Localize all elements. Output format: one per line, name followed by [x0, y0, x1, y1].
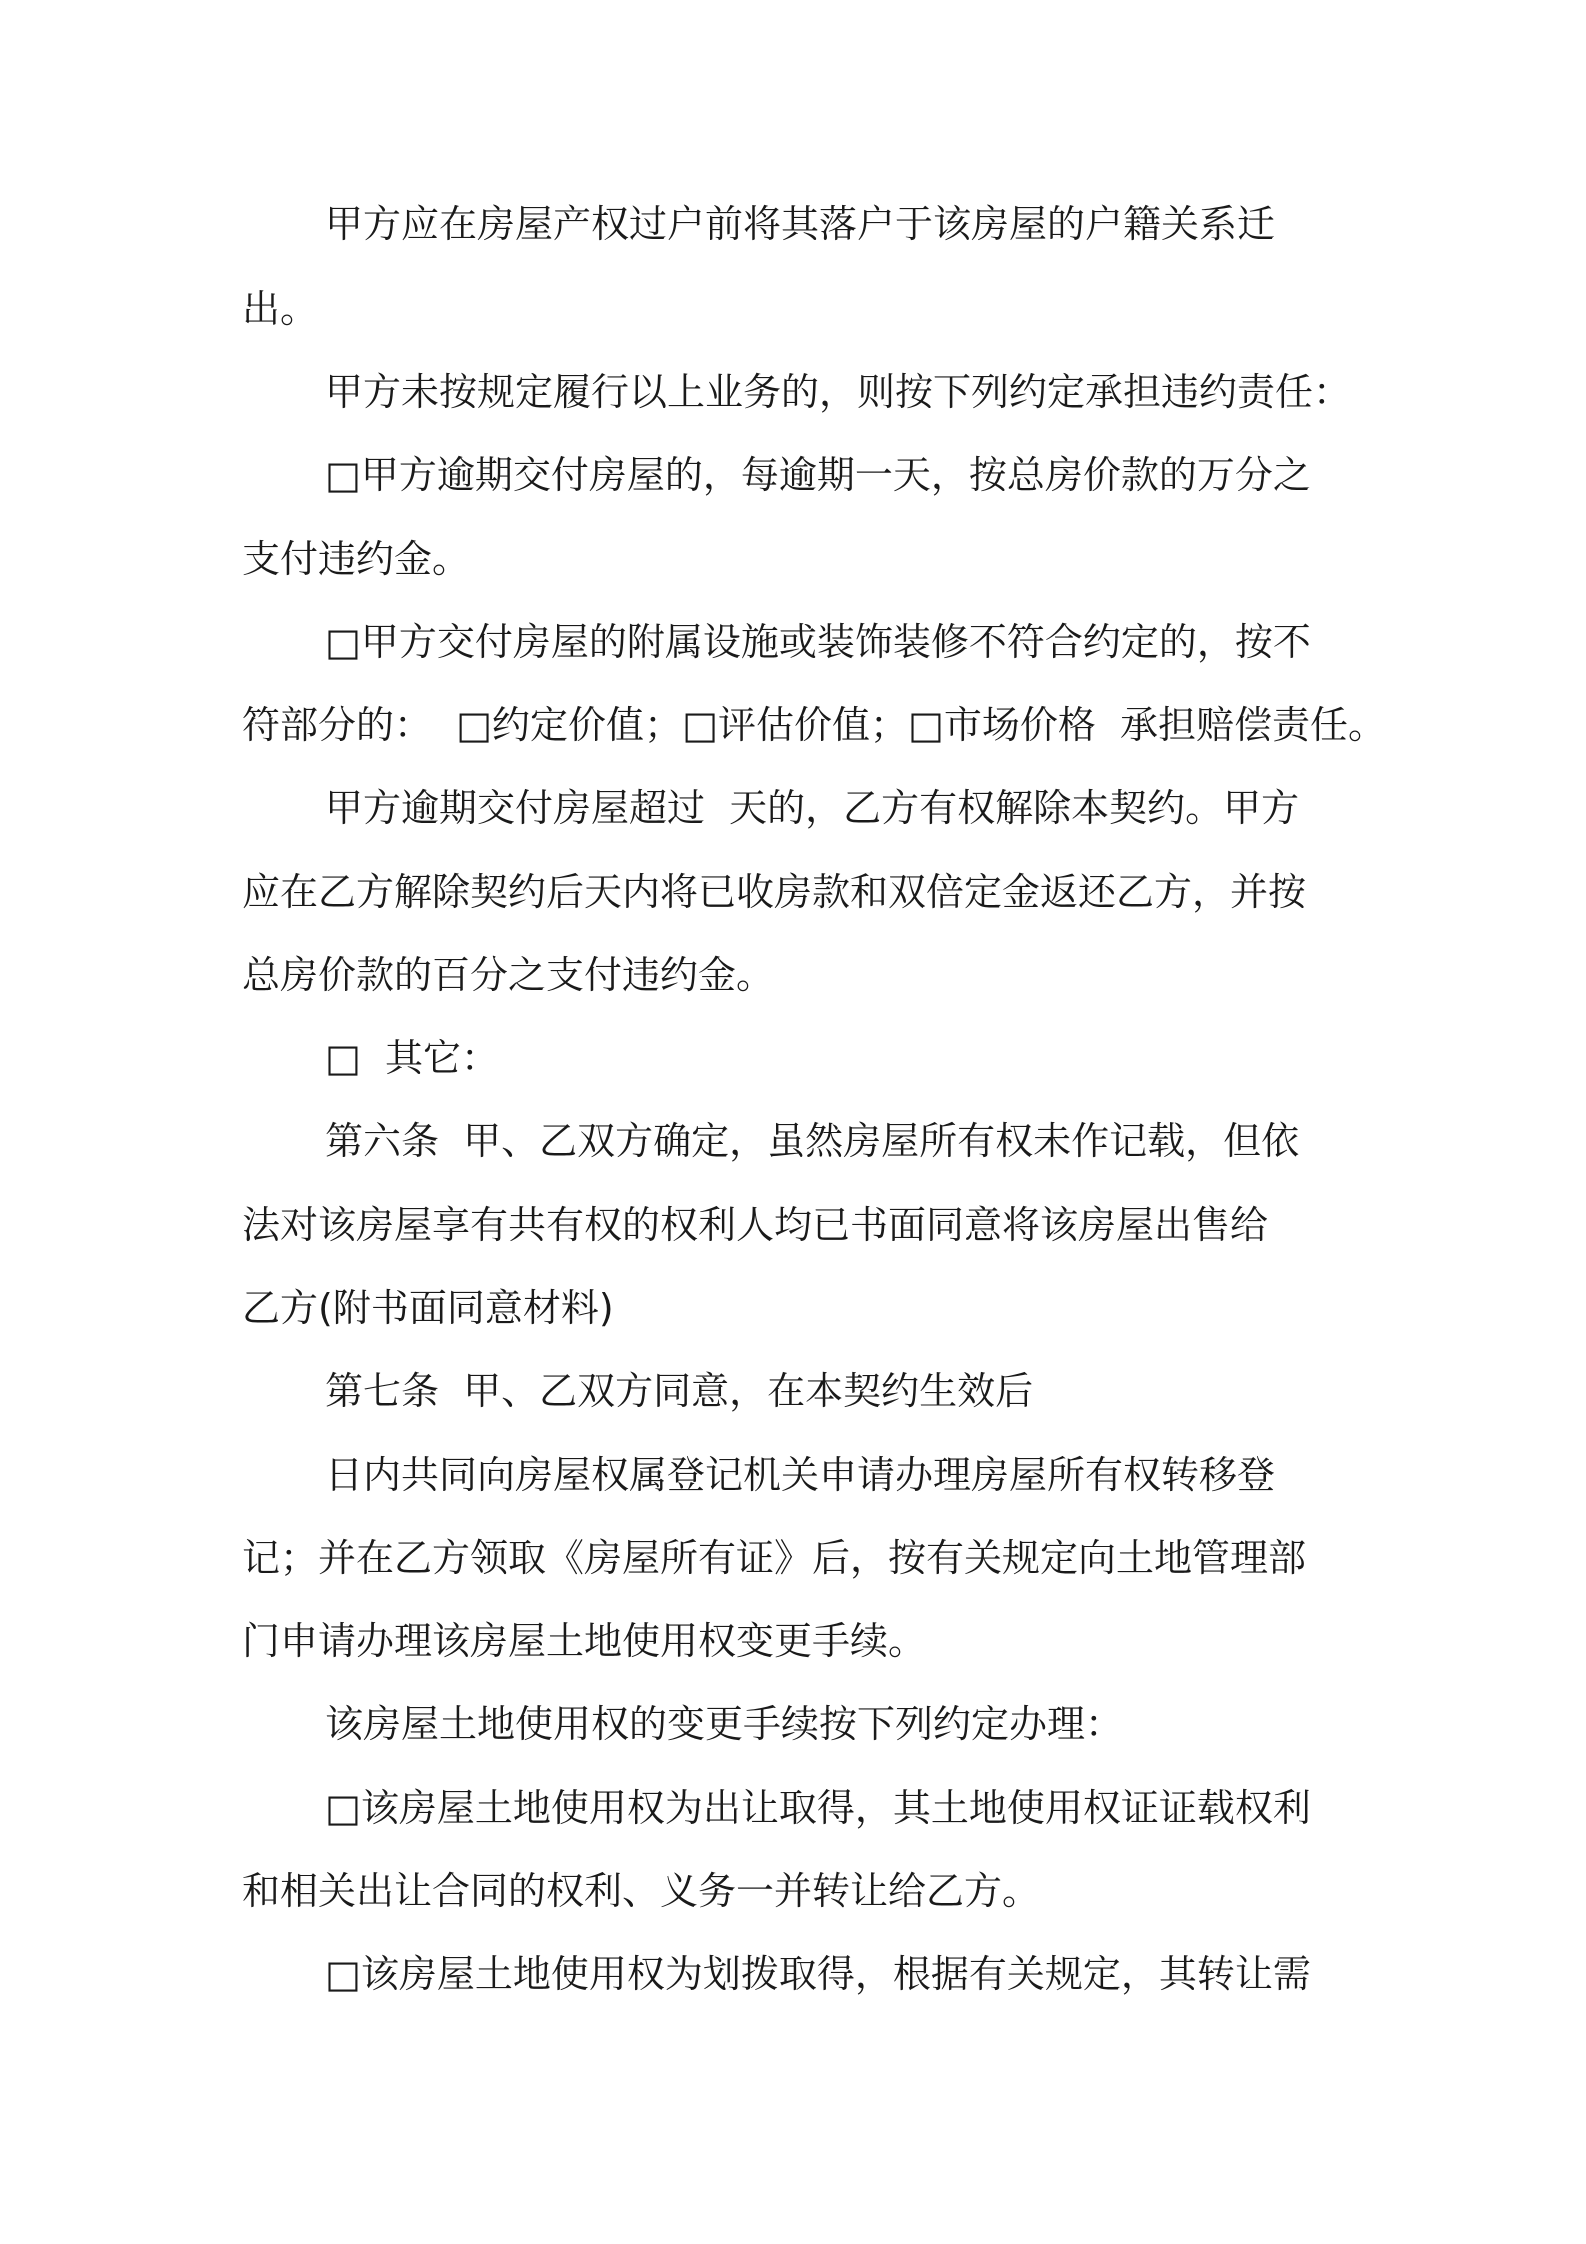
- text-line: 该房屋土地使用权的变更手续按下列约定办理：: [325, 1702, 1124, 1746]
- text-line: □该房屋土地使用权为出让取得，其土地使用权证证载权利: [325, 1786, 1311, 1830]
- text-line: □甲方逾期交付房屋的，每逾期一天，按总房价款的万分之: [325, 453, 1311, 497]
- text-line: 出。: [242, 287, 319, 331]
- text-line: 门申请办理该房屋土地使用权变更手续。: [242, 1619, 927, 1663]
- text-line: 甲方逾期交付房屋超过 天的，乙方有权解除本契约。甲方: [325, 786, 1300, 830]
- text-line: 支付违约金。: [242, 537, 471, 581]
- text-line: 法对该房屋享有共有权的权利人均已书面同意将该房屋出售给: [242, 1203, 1269, 1247]
- text-line: □该房屋土地使用权为划拨取得，根据有关规定，其转让需: [325, 1952, 1311, 1996]
- text-line: 应在乙方解除契约后天内将已收房款和双倍定金返还乙方，并按: [242, 870, 1307, 914]
- text-line: □ 其它：: [325, 1036, 500, 1080]
- text-line: 总房价款的百分之支付违约金。: [242, 953, 775, 997]
- text-line: □甲方交付房屋的附属设施或装饰装修不符合约定的，按不: [325, 620, 1311, 664]
- text-line: 记；并在乙方领取《房屋所有证》后，按有关规定向土地管理部: [242, 1536, 1307, 1580]
- text-line: 符部分的： □约定价值；□评估价值；□市场价格 承担赔偿责任。: [242, 703, 1387, 747]
- text-line: 和相关出让合同的权利、义务一并转让给乙方。: [242, 1869, 1041, 1913]
- text-line: 日内共同向房屋权属登记机关申请办理房屋所有权转移登: [325, 1453, 1276, 1497]
- text-line: 甲方应在房屋产权过户前将其落户于该房屋的户籍关系迁: [325, 202, 1276, 246]
- text-line: 乙方(附书面同意材料): [242, 1286, 614, 1330]
- text-line: 第六条 甲、乙双方确定，虽然房屋所有权未作记载，但依: [325, 1119, 1300, 1163]
- text-line: 第七条 甲、乙双方同意，在本契约生效后: [325, 1369, 1034, 1413]
- text-line: 甲方未按规定履行以上业务的，则按下列约定承担违约责任：: [325, 370, 1352, 414]
